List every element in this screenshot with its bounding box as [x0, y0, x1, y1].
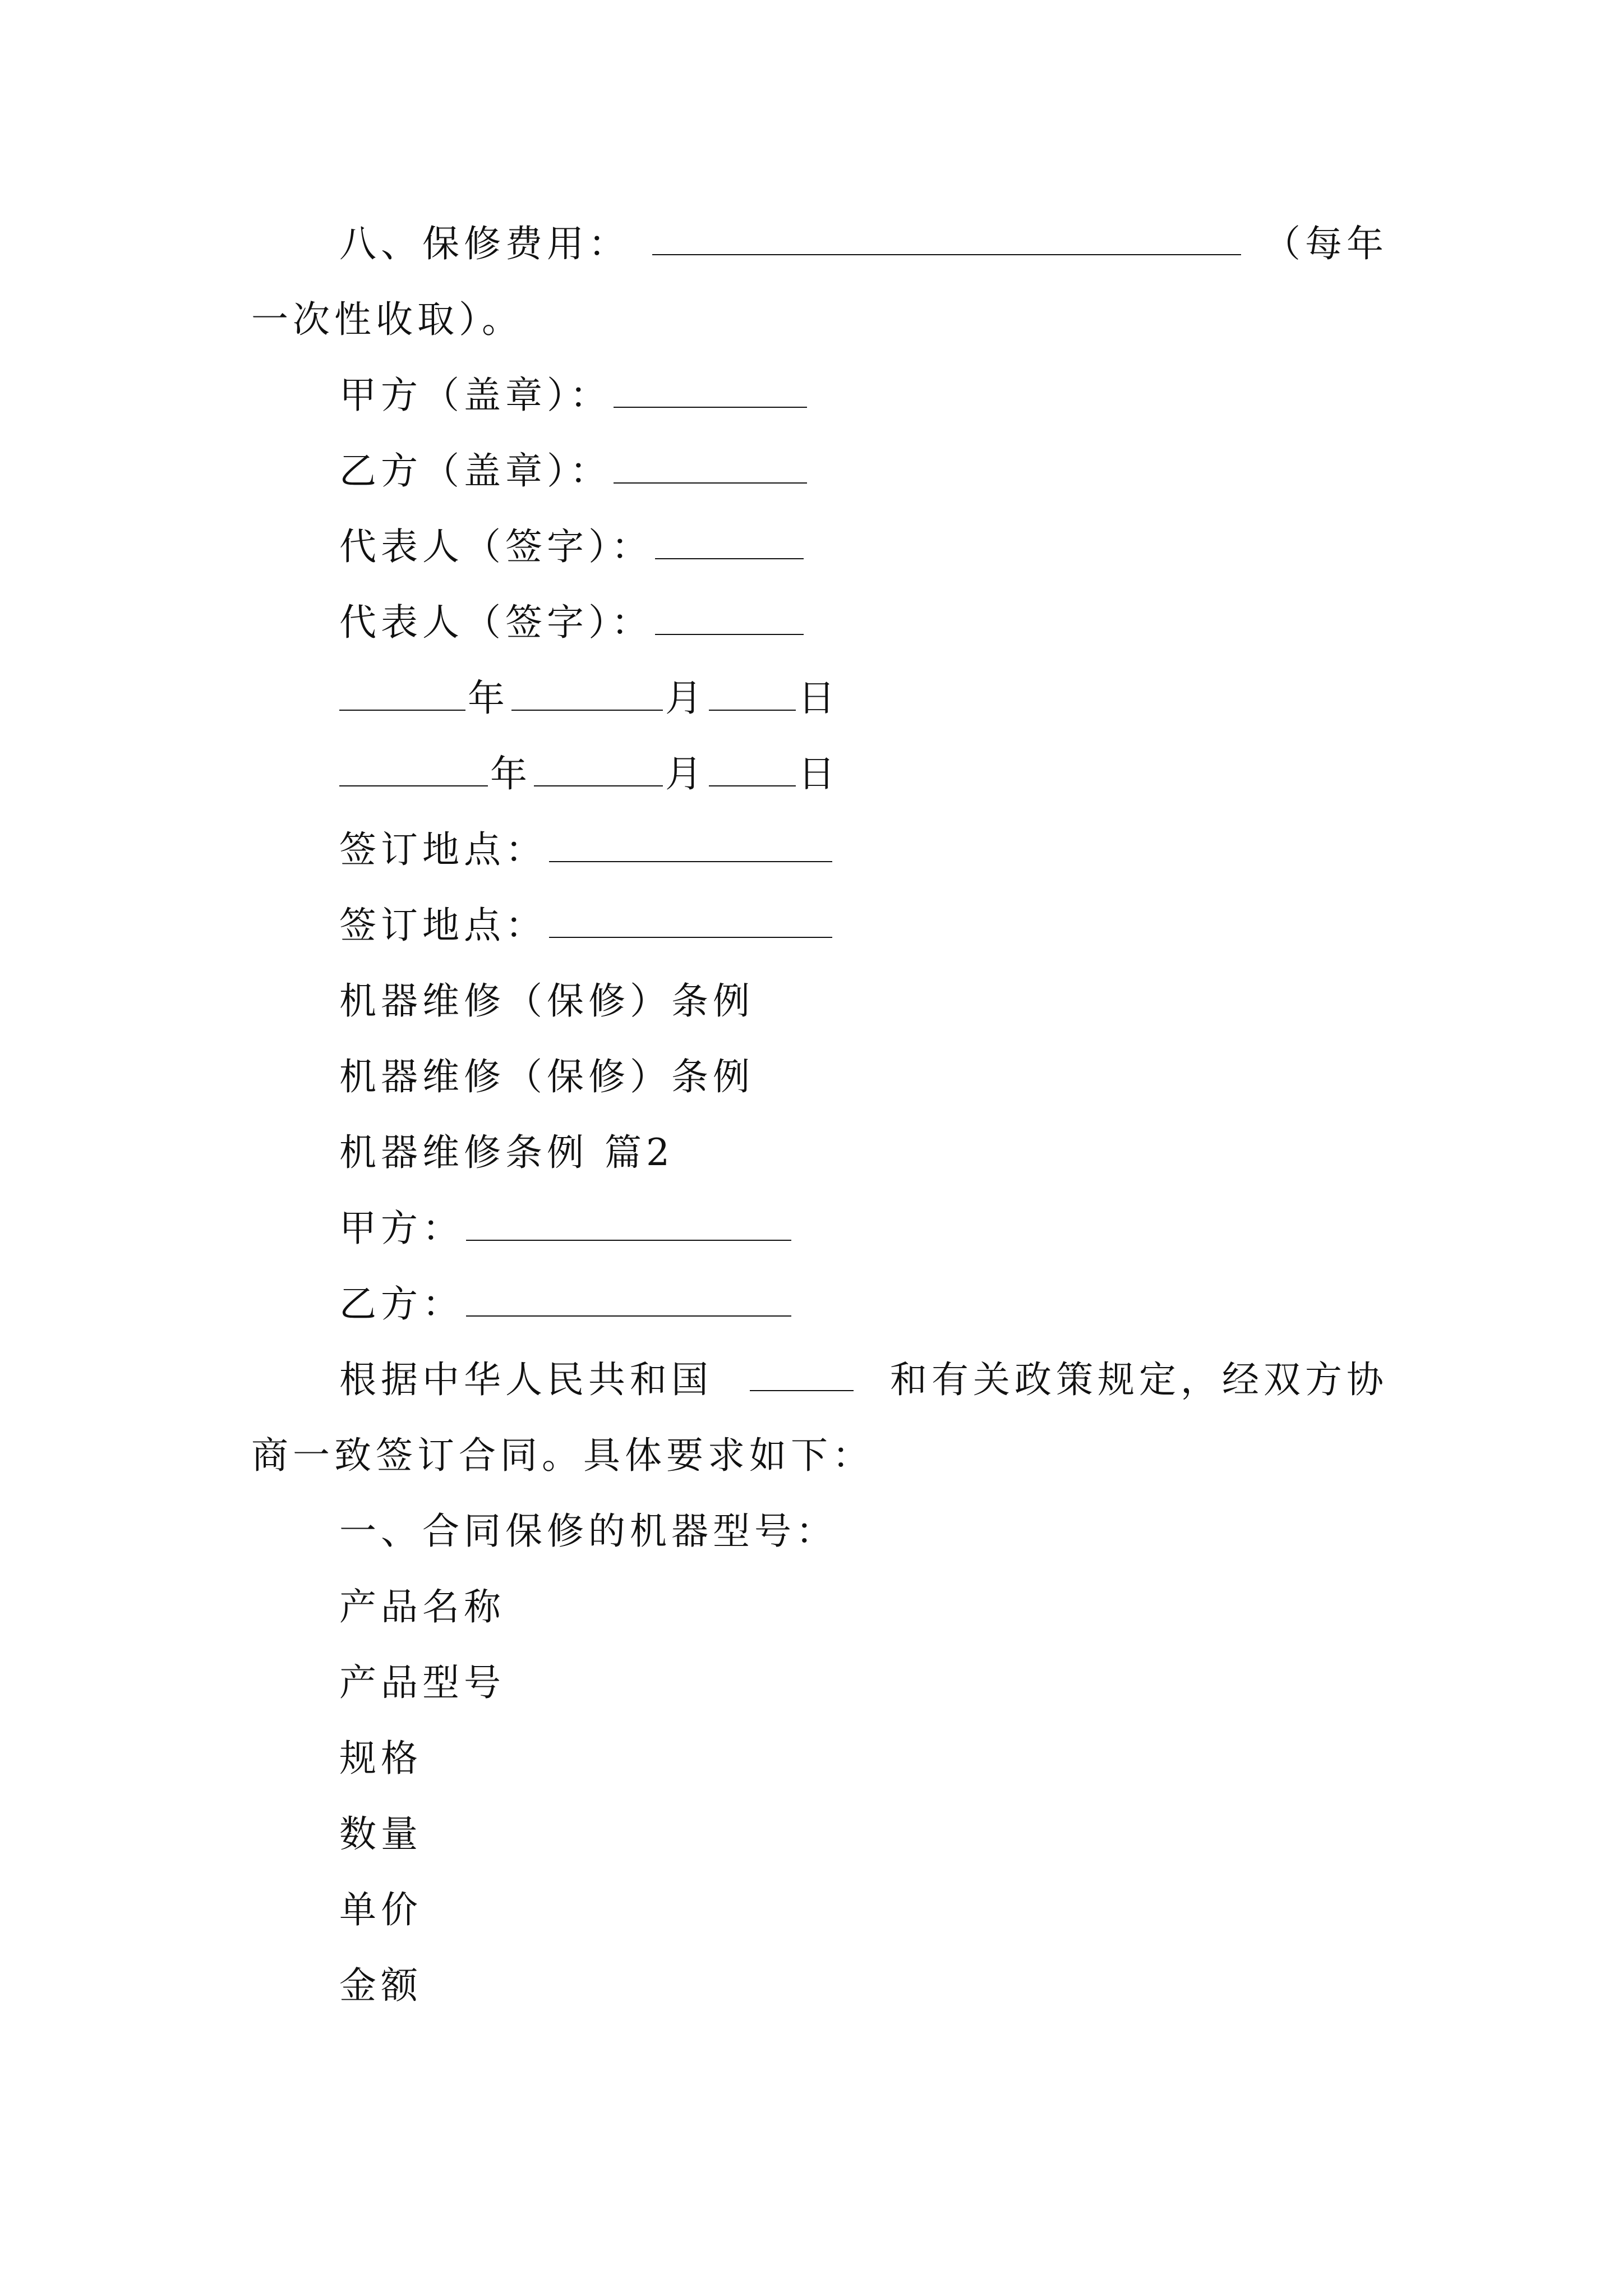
fee-blank — [652, 222, 1241, 255]
day-label-1: 日 — [798, 677, 840, 720]
representative-sign-label-1: 代表人（签字）： — [339, 525, 653, 568]
representative-sign-label-2: 代表人（签字）： — [339, 601, 653, 644]
field-amount: 金额 — [339, 1964, 422, 2007]
clause-8-suffix: （每年 — [1264, 222, 1388, 265]
field-quantity: 数量 — [339, 1812, 422, 1856]
preamble-before: 根据中华人民共和国 — [339, 1358, 713, 1401]
preamble-line — [339, 1358, 1388, 1402]
year-blank-1 — [339, 677, 465, 711]
party-a-seal-blank — [614, 374, 807, 408]
regulation-title-2: 机器维修（保修）条例 — [339, 1055, 754, 1098]
representative-sign-line-1 — [339, 524, 806, 569]
day-blank-2 — [709, 753, 796, 786]
party-b-seal-label: 乙方（盖章）： — [339, 449, 611, 493]
signing-place-line-1 — [339, 827, 834, 872]
month-label-1: 月 — [665, 677, 707, 720]
preamble-continuation: 商一致签订合同。具体要求如下： — [251, 1434, 874, 1477]
field-specification: 规格 — [339, 1737, 422, 1780]
field-product-model: 产品型号 — [339, 1661, 505, 1704]
law-name-blank — [750, 1358, 854, 1391]
signing-place-label-2: 签订地点： — [339, 904, 547, 947]
signing-place-blank-1 — [549, 829, 832, 862]
preamble-after: 和有关政策规定，经双方协 — [890, 1358, 1388, 1401]
party-b-label: 乙方： — [339, 1282, 464, 1326]
clause-8-continuation: 一次性收取）。 — [251, 298, 523, 341]
representative-sign-blank-1 — [655, 526, 804, 559]
party-b-blank — [466, 1283, 791, 1317]
clause-8-label: 八、保修费用： — [339, 222, 630, 265]
day-blank-1 — [709, 677, 796, 711]
date-line-2 — [339, 752, 840, 797]
party-a-label: 甲方： — [339, 1207, 464, 1250]
representative-sign-line-2 — [339, 600, 806, 645]
party-b-line — [339, 1282, 794, 1327]
party-b-seal-line — [339, 449, 809, 494]
signing-place-blank-2 — [549, 904, 832, 938]
regulation-title-1: 机器维修（保修）条例 — [339, 979, 754, 1023]
party-a-blank — [466, 1207, 791, 1241]
clause-1-heading: 一、合同保修的机器型号： — [339, 1510, 837, 1553]
field-unit-price: 单价 — [339, 1888, 422, 1931]
date-line-1 — [339, 676, 840, 721]
month-blank-1 — [511, 677, 663, 711]
clause-8-fee-line — [339, 222, 1388, 266]
signing-place-label-1: 签订地点： — [339, 828, 547, 871]
year-label-1: 年 — [468, 677, 509, 720]
day-label-2: 日 — [798, 752, 840, 795]
party-a-seal-line — [339, 373, 809, 418]
section-heading: 机器维修条例 篇2 — [339, 1131, 674, 1174]
year-blank-2 — [339, 753, 488, 786]
month-label-2: 月 — [665, 752, 707, 795]
representative-sign-blank-2 — [655, 601, 804, 635]
year-label-2: 年 — [490, 752, 532, 795]
month-blank-2 — [534, 753, 663, 786]
party-b-seal-blank — [614, 450, 807, 484]
party-a-line — [339, 1206, 794, 1251]
signing-place-line-2 — [339, 903, 834, 948]
party-a-seal-label: 甲方（盖章）： — [339, 374, 611, 417]
field-product-name: 产品名称 — [339, 1585, 505, 1628]
